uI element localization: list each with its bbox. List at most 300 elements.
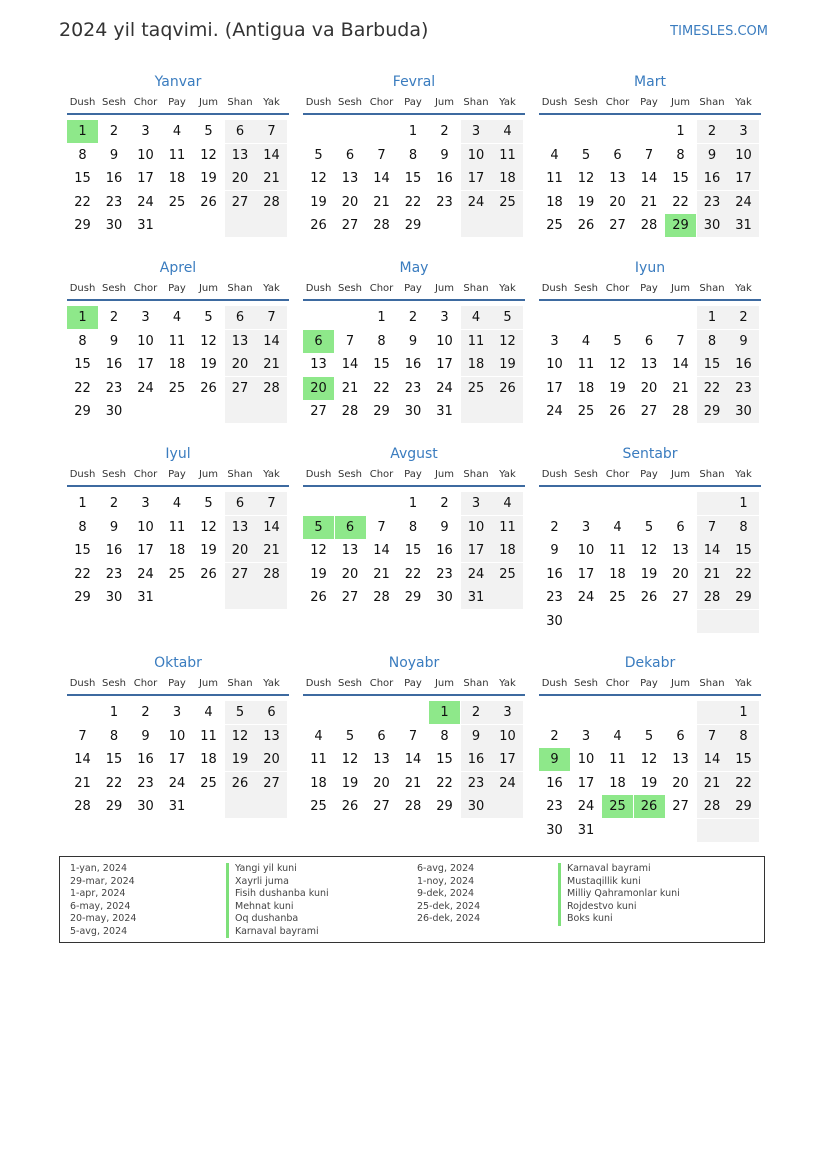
- day-cell[interactable]: 10: [728, 144, 759, 167]
- day-cell[interactable]: 3: [581, 728, 591, 744]
- day-cell[interactable]: 14: [404, 752, 422, 768]
- day-cell[interactable]: 8: [440, 728, 449, 744]
- day-cell[interactable]: 24: [577, 590, 595, 606]
- day-cell[interactable]: 25: [200, 775, 217, 791]
- day-cell[interactable]: 4: [581, 333, 591, 349]
- day-cell[interactable]: 12: [225, 725, 256, 748]
- day-cell[interactable]: 17: [577, 775, 595, 791]
- day-cell[interactable]: 8: [109, 728, 119, 744]
- day-cell[interactable]: 27: [341, 218, 359, 234]
- day-cell[interactable]: 4: [172, 310, 182, 325]
- day-cell[interactable]: 28: [373, 590, 390, 606]
- day-cell[interactable]: 17: [137, 543, 154, 559]
- day-cell[interactable]: 28: [74, 799, 91, 815]
- day-cell[interactable]: 26: [310, 590, 327, 606]
- day-cell[interactable]: 29: [74, 218, 91, 234]
- day-cell[interactable]: 16: [137, 752, 154, 768]
- day-cell[interactable]: 7: [676, 333, 685, 349]
- day-cell[interactable]: 6: [225, 306, 256, 329]
- day-cell[interactable]: 21: [256, 167, 287, 190]
- day-cell[interactable]: 23: [697, 191, 728, 214]
- day-cell[interactable]: 7: [78, 728, 87, 744]
- day-cell[interactable]: 29: [404, 590, 422, 606]
- day-cell[interactable]: 31: [137, 590, 154, 606]
- day-cell[interactable]: 16: [728, 353, 759, 376]
- day-cell[interactable]: 10: [137, 333, 154, 349]
- day-cell[interactable]: 23: [546, 590, 563, 606]
- day-cell[interactable]: 26: [341, 799, 359, 815]
- day-cell[interactable]: 21: [672, 380, 689, 396]
- day-cell[interactable]: 18: [461, 353, 492, 376]
- day-cell[interactable]: 28: [256, 563, 287, 586]
- day-cell[interactable]: 16: [546, 566, 563, 582]
- day-cell[interactable]: 12: [577, 171, 595, 187]
- day-cell[interactable]: 2: [109, 124, 119, 139]
- day-cell[interactable]: 11: [609, 543, 626, 559]
- day-cell[interactable]: 6: [256, 701, 287, 724]
- day-cell[interactable]: 14: [256, 144, 287, 167]
- day-cell[interactable]: 4: [172, 124, 182, 139]
- day-cell[interactable]: 6: [345, 147, 355, 163]
- day-cell[interactable]: 30: [404, 404, 422, 420]
- day-cell[interactable]: 29: [404, 218, 422, 234]
- day-cell[interactable]: 14: [74, 752, 91, 768]
- day-cell[interactable]: 2: [461, 701, 492, 724]
- day-cell[interactable]: 20: [672, 566, 689, 582]
- day-cell[interactable]: 30: [697, 214, 728, 237]
- site-link[interactable]: TIMESLES.COM: [670, 24, 768, 39]
- holiday-day-cell[interactable]: 1: [67, 306, 98, 329]
- day-cell[interactable]: 19: [200, 543, 217, 559]
- day-cell[interactable]: 18: [168, 171, 186, 187]
- day-cell[interactable]: 12: [200, 519, 217, 535]
- day-cell[interactable]: 29: [373, 404, 390, 420]
- day-cell[interactable]: 12: [200, 147, 217, 163]
- day-cell[interactable]: 19: [492, 353, 523, 376]
- day-cell[interactable]: 27: [609, 218, 626, 234]
- day-cell[interactable]: 16: [546, 775, 563, 791]
- day-cell[interactable]: 2: [109, 496, 119, 511]
- day-cell[interactable]: 25: [168, 566, 186, 582]
- day-cell[interactable]: 27: [256, 772, 287, 795]
- day-cell[interactable]: 17: [461, 539, 492, 562]
- day-cell[interactable]: 26: [492, 377, 523, 400]
- day-cell[interactable]: 11: [546, 171, 563, 187]
- day-cell[interactable]: 6: [676, 519, 685, 535]
- day-cell[interactable]: 26: [200, 194, 217, 210]
- day-cell[interactable]: 15: [728, 539, 759, 562]
- day-cell[interactable]: 26: [640, 590, 658, 606]
- day-cell[interactable]: 25: [492, 191, 523, 214]
- day-cell[interactable]: 16: [436, 543, 453, 559]
- day-cell[interactable]: 12: [492, 330, 523, 353]
- day-cell[interactable]: 1: [408, 496, 418, 511]
- day-cell[interactable]: 2: [440, 496, 449, 511]
- day-cell[interactable]: 30: [105, 590, 123, 606]
- day-cell[interactable]: 25: [461, 377, 492, 400]
- day-cell[interactable]: 20: [341, 194, 359, 210]
- day-cell[interactable]: 26: [577, 218, 595, 234]
- day-cell[interactable]: 8: [377, 333, 386, 349]
- day-cell[interactable]: 4: [461, 306, 492, 329]
- day-cell[interactable]: 28: [640, 218, 658, 234]
- day-cell[interactable]: 3: [172, 705, 182, 720]
- day-cell[interactable]: 1: [697, 306, 728, 329]
- day-cell[interactable]: 21: [256, 539, 287, 562]
- day-cell[interactable]: 12: [640, 543, 658, 559]
- day-cell[interactable]: 16: [105, 171, 123, 187]
- day-cell[interactable]: 17: [436, 357, 453, 373]
- holiday-day-cell[interactable]: 1: [67, 120, 98, 143]
- day-cell[interactable]: 28: [256, 377, 287, 400]
- day-cell[interactable]: 23: [105, 194, 123, 210]
- day-cell[interactable]: 23: [105, 566, 123, 582]
- day-cell[interactable]: 27: [373, 799, 390, 815]
- day-cell[interactable]: 5: [204, 310, 213, 325]
- day-cell[interactable]: 2: [440, 124, 449, 139]
- day-cell[interactable]: 7: [345, 333, 355, 349]
- day-cell[interactable]: 29: [697, 400, 728, 423]
- day-cell[interactable]: 9: [109, 333, 119, 349]
- day-cell[interactable]: 10: [137, 147, 154, 163]
- day-cell[interactable]: 7: [256, 306, 287, 329]
- day-cell[interactable]: 16: [461, 748, 492, 771]
- day-cell[interactable]: 1: [676, 124, 685, 139]
- day-cell[interactable]: 21: [373, 566, 390, 582]
- holiday-day-cell[interactable]: 6: [303, 330, 334, 353]
- day-cell[interactable]: 1: [728, 492, 759, 515]
- day-cell[interactable]: 6: [676, 728, 685, 744]
- day-cell[interactable]: 18: [168, 543, 186, 559]
- day-cell[interactable]: 23: [461, 772, 492, 795]
- day-cell[interactable]: 15: [697, 353, 728, 376]
- day-cell[interactable]: 1: [78, 496, 87, 511]
- day-cell[interactable]: 11: [168, 519, 186, 535]
- day-cell[interactable]: 28: [373, 218, 390, 234]
- day-cell[interactable]: 28: [341, 404, 359, 420]
- day-cell[interactable]: 3: [492, 701, 523, 724]
- holiday-day-cell[interactable]: 25: [602, 795, 633, 818]
- day-cell[interactable]: 15: [436, 752, 453, 768]
- day-cell[interactable]: 31: [728, 214, 759, 237]
- day-cell[interactable]: 9: [550, 543, 559, 559]
- holiday-day-cell[interactable]: 20: [303, 377, 334, 400]
- day-cell[interactable]: 27: [225, 377, 256, 400]
- day-cell[interactable]: 13: [225, 330, 256, 353]
- day-cell[interactable]: 22: [697, 377, 728, 400]
- day-cell[interactable]: 13: [640, 357, 658, 373]
- day-cell[interactable]: 24: [137, 380, 154, 396]
- day-cell[interactable]: 20: [640, 380, 658, 396]
- day-cell[interactable]: 7: [644, 147, 654, 163]
- day-cell[interactable]: 7: [377, 147, 386, 163]
- day-cell[interactable]: 4: [314, 728, 323, 744]
- day-cell[interactable]: 11: [577, 357, 595, 373]
- day-cell[interactable]: 31: [436, 404, 453, 420]
- day-cell[interactable]: 27: [640, 404, 658, 420]
- day-cell[interactable]: 15: [74, 357, 91, 373]
- day-cell[interactable]: 6: [613, 147, 622, 163]
- day-cell[interactable]: 27: [225, 563, 256, 586]
- day-cell[interactable]: 31: [577, 823, 595, 838]
- day-cell[interactable]: 4: [613, 728, 622, 744]
- holiday-day-cell[interactable]: 9: [539, 748, 570, 771]
- day-cell[interactable]: 14: [672, 357, 689, 373]
- day-cell[interactable]: 18: [546, 194, 563, 210]
- day-cell[interactable]: 19: [200, 357, 217, 373]
- day-cell[interactable]: 13: [341, 171, 359, 187]
- day-cell[interactable]: 9: [408, 333, 418, 349]
- day-cell[interactable]: 10: [577, 543, 595, 559]
- day-cell[interactable]: 22: [404, 194, 422, 210]
- day-cell[interactable]: 16: [436, 171, 453, 187]
- day-cell[interactable]: 6: [377, 728, 386, 744]
- day-cell[interactable]: 3: [581, 519, 591, 535]
- day-cell[interactable]: 13: [341, 543, 359, 559]
- day-cell[interactable]: 2: [550, 728, 559, 744]
- day-cell[interactable]: 5: [204, 496, 213, 511]
- day-cell[interactable]: 14: [640, 171, 658, 187]
- day-cell[interactable]: 24: [461, 563, 492, 586]
- day-cell[interactable]: 7: [256, 492, 287, 515]
- day-cell[interactable]: 20: [225, 539, 256, 562]
- day-cell[interactable]: 8: [676, 147, 685, 163]
- day-cell[interactable]: 28: [672, 404, 689, 420]
- day-cell[interactable]: 18: [168, 357, 186, 373]
- day-cell[interactable]: 22: [728, 563, 759, 586]
- day-cell[interactable]: 5: [644, 728, 654, 744]
- day-cell[interactable]: 16: [105, 357, 123, 373]
- day-cell[interactable]: 3: [440, 310, 449, 325]
- day-cell[interactable]: 19: [225, 748, 256, 771]
- day-cell[interactable]: 23: [728, 377, 759, 400]
- day-cell[interactable]: 1: [728, 701, 759, 724]
- day-cell[interactable]: 25: [546, 218, 563, 234]
- day-cell[interactable]: 11: [200, 728, 217, 744]
- day-cell[interactable]: 3: [141, 496, 150, 511]
- day-cell[interactable]: 17: [137, 357, 154, 373]
- day-cell[interactable]: 27: [341, 590, 359, 606]
- day-cell[interactable]: 13: [310, 357, 327, 373]
- day-cell[interactable]: 31: [168, 799, 186, 815]
- holiday-day-cell[interactable]: 29: [665, 214, 696, 237]
- day-cell[interactable]: 9: [109, 519, 119, 535]
- day-cell[interactable]: 8: [78, 519, 87, 535]
- day-cell[interactable]: 14: [256, 516, 287, 539]
- day-cell[interactable]: 21: [404, 775, 422, 791]
- day-cell[interactable]: 5: [644, 519, 654, 535]
- day-cell[interactable]: 1: [377, 310, 386, 325]
- day-cell[interactable]: 7: [697, 516, 728, 539]
- day-cell[interactable]: 22: [728, 772, 759, 795]
- day-cell[interactable]: 16: [404, 357, 422, 373]
- day-cell[interactable]: 13: [225, 144, 256, 167]
- day-cell[interactable]: 22: [74, 566, 91, 582]
- day-cell[interactable]: 4: [492, 492, 523, 515]
- day-cell[interactable]: 25: [168, 194, 186, 210]
- day-cell[interactable]: 10: [461, 516, 492, 539]
- day-cell[interactable]: 28: [256, 191, 287, 214]
- day-cell[interactable]: 16: [105, 543, 123, 559]
- day-cell[interactable]: 24: [137, 194, 154, 210]
- day-cell[interactable]: 17: [492, 748, 523, 771]
- day-cell[interactable]: 15: [404, 543, 422, 559]
- day-cell[interactable]: 9: [440, 519, 449, 535]
- day-cell[interactable]: 7: [408, 728, 418, 744]
- holiday-day-cell[interactable]: 6: [335, 516, 366, 539]
- day-cell[interactable]: 18: [492, 539, 523, 562]
- day-cell[interactable]: 11: [168, 147, 186, 163]
- day-cell[interactable]: 10: [168, 728, 186, 744]
- day-cell[interactable]: 12: [609, 357, 626, 373]
- day-cell[interactable]: 23: [137, 775, 154, 791]
- day-cell[interactable]: 3: [461, 120, 492, 143]
- day-cell[interactable]: 9: [728, 330, 759, 353]
- day-cell[interactable]: 5: [492, 306, 523, 329]
- day-cell[interactable]: 11: [461, 330, 492, 353]
- day-cell[interactable]: 23: [546, 799, 563, 815]
- day-cell[interactable]: 17: [168, 752, 186, 768]
- day-cell[interactable]: 2: [550, 519, 559, 535]
- day-cell[interactable]: 23: [436, 566, 453, 582]
- day-cell[interactable]: 2: [141, 705, 150, 720]
- day-cell[interactable]: 9: [440, 147, 449, 163]
- day-cell[interactable]: 29: [728, 795, 759, 818]
- day-cell[interactable]: 2: [697, 120, 728, 143]
- day-cell[interactable]: 14: [256, 330, 287, 353]
- day-cell[interactable]: 6: [644, 333, 654, 349]
- day-cell[interactable]: 17: [577, 566, 595, 582]
- day-cell[interactable]: 9: [461, 725, 492, 748]
- day-cell[interactable]: 22: [74, 380, 91, 396]
- day-cell[interactable]: 31: [461, 586, 492, 609]
- day-cell[interactable]: 10: [436, 333, 453, 349]
- day-cell[interactable]: 24: [461, 191, 492, 214]
- day-cell[interactable]: 22: [74, 194, 91, 210]
- day-cell[interactable]: 15: [728, 748, 759, 771]
- holiday-day-cell[interactable]: 26: [634, 795, 665, 818]
- day-cell[interactable]: 26: [200, 380, 217, 396]
- day-cell[interactable]: 7: [377, 519, 386, 535]
- day-cell[interactable]: 24: [492, 772, 523, 795]
- day-cell[interactable]: 25: [609, 590, 626, 606]
- day-cell[interactable]: 14: [373, 171, 390, 187]
- day-cell[interactable]: 27: [310, 404, 327, 420]
- day-cell[interactable]: 28: [697, 795, 728, 818]
- day-cell[interactable]: 17: [461, 167, 492, 190]
- day-cell[interactable]: 23: [404, 380, 422, 396]
- day-cell[interactable]: 19: [640, 566, 658, 582]
- day-cell[interactable]: 3: [550, 333, 559, 349]
- day-cell[interactable]: 7: [256, 120, 287, 143]
- day-cell[interactable]: 19: [609, 380, 626, 396]
- day-cell[interactable]: 21: [697, 772, 728, 795]
- day-cell[interactable]: 4: [550, 147, 559, 163]
- day-cell[interactable]: 20: [256, 748, 287, 771]
- day-cell[interactable]: 9: [109, 147, 119, 163]
- day-cell[interactable]: 30: [461, 795, 492, 818]
- day-cell[interactable]: 25: [577, 404, 595, 420]
- day-cell[interactable]: 21: [640, 194, 658, 210]
- day-cell[interactable]: 23: [105, 380, 123, 396]
- day-cell[interactable]: 6: [225, 492, 256, 515]
- day-cell[interactable]: 24: [436, 380, 453, 396]
- day-cell[interactable]: 12: [310, 171, 327, 187]
- day-cell[interactable]: 21: [373, 194, 390, 210]
- day-cell[interactable]: 20: [609, 194, 626, 210]
- day-cell[interactable]: 26: [200, 566, 217, 582]
- day-cell[interactable]: 12: [310, 543, 327, 559]
- day-cell[interactable]: 20: [225, 167, 256, 190]
- day-cell[interactable]: 22: [672, 194, 689, 210]
- day-cell[interactable]: 13: [225, 516, 256, 539]
- day-cell[interactable]: 17: [728, 167, 759, 190]
- day-cell[interactable]: 21: [256, 353, 287, 376]
- day-cell[interactable]: 15: [105, 752, 123, 768]
- day-cell[interactable]: 11: [168, 333, 186, 349]
- day-cell[interactable]: 16: [697, 167, 728, 190]
- day-cell[interactable]: 29: [436, 799, 453, 815]
- day-cell[interactable]: 30: [546, 823, 563, 838]
- day-cell[interactable]: 30: [546, 614, 563, 629]
- day-cell[interactable]: 7: [697, 725, 728, 748]
- day-cell[interactable]: 20: [672, 775, 689, 791]
- day-cell[interactable]: 11: [492, 516, 523, 539]
- day-cell[interactable]: 21: [341, 380, 359, 396]
- day-cell[interactable]: 15: [404, 171, 422, 187]
- day-cell[interactable]: 14: [373, 543, 390, 559]
- day-cell[interactable]: 13: [609, 171, 626, 187]
- day-cell[interactable]: 29: [105, 799, 123, 815]
- day-cell[interactable]: 5: [225, 701, 256, 724]
- day-cell[interactable]: 11: [310, 752, 327, 768]
- day-cell[interactable]: 29: [74, 590, 91, 606]
- day-cell[interactable]: 5: [314, 147, 323, 163]
- day-cell[interactable]: 25: [310, 799, 327, 815]
- day-cell[interactable]: 18: [609, 775, 626, 791]
- day-cell[interactable]: 22: [436, 775, 453, 791]
- day-cell[interactable]: 8: [728, 725, 759, 748]
- day-cell[interactable]: 17: [137, 171, 154, 187]
- day-cell[interactable]: 27: [672, 590, 689, 606]
- day-cell[interactable]: 24: [137, 566, 154, 582]
- day-cell[interactable]: 19: [200, 171, 217, 187]
- day-cell[interactable]: 2: [728, 306, 759, 329]
- day-cell[interactable]: 3: [141, 310, 150, 325]
- day-cell[interactable]: 4: [204, 705, 213, 720]
- day-cell[interactable]: 14: [697, 539, 728, 562]
- day-cell[interactable]: 13: [256, 725, 287, 748]
- day-cell[interactable]: 18: [310, 775, 327, 791]
- day-cell[interactable]: 19: [341, 775, 359, 791]
- day-cell[interactable]: 29: [728, 586, 759, 609]
- day-cell[interactable]: 15: [74, 171, 91, 187]
- day-cell[interactable]: 12: [200, 333, 217, 349]
- day-cell[interactable]: 3: [728, 120, 759, 143]
- day-cell[interactable]: 19: [577, 194, 595, 210]
- day-cell[interactable]: 25: [492, 563, 523, 586]
- day-cell[interactable]: 4: [613, 519, 622, 535]
- day-cell[interactable]: 25: [168, 380, 186, 396]
- day-cell[interactable]: 27: [672, 799, 689, 815]
- day-cell[interactable]: 30: [728, 400, 759, 423]
- day-cell[interactable]: 13: [672, 543, 689, 559]
- day-cell[interactable]: 5: [204, 124, 213, 139]
- day-cell[interactable]: 22: [373, 380, 390, 396]
- day-cell[interactable]: 19: [310, 194, 327, 210]
- day-cell[interactable]: 13: [373, 752, 390, 768]
- day-cell[interactable]: 26: [609, 404, 626, 420]
